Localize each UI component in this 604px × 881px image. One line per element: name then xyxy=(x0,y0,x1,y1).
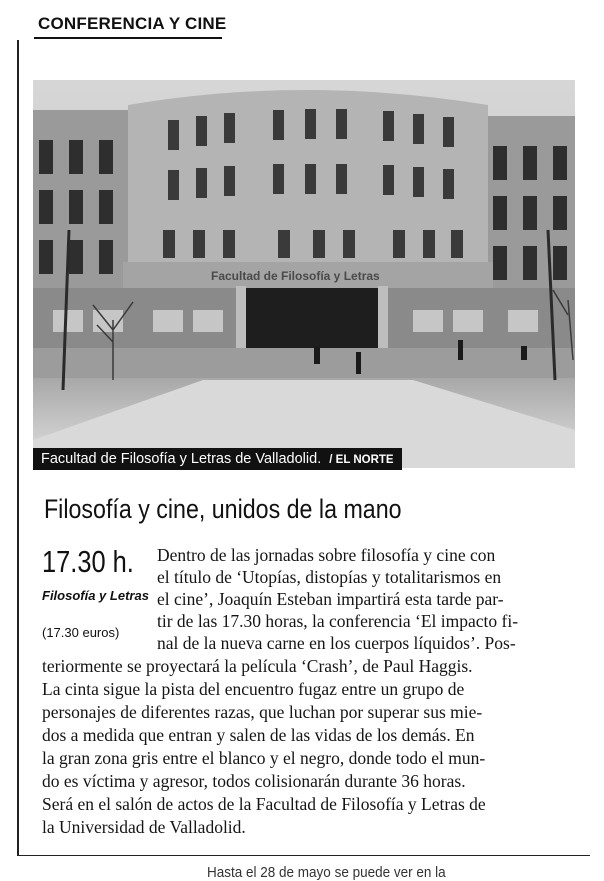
body-line: el título de ‘Utopías, distopías y totalitarismos en xyxy=(157,567,502,587)
body-line: el cine’, Joaquín Esteban impartirá esta tarde par- xyxy=(157,589,504,609)
photo-caption xyxy=(33,448,402,470)
body-line: La cinta sigue la pista del encuentro fugaz entre un grupo de xyxy=(42,679,465,699)
body-line: Dentro de las jornadas sobre filosofía y cine con xyxy=(157,545,496,565)
left-column-rule xyxy=(17,40,19,855)
event-venue: Filosofía y Letras xyxy=(42,588,149,603)
body-line: nal de la nueva carne en los cuerpos líquidos’. Pos- xyxy=(157,633,516,653)
svg-text:Facultad de Filosofía y Letras: Facultad de Filosofía y Letras xyxy=(211,269,380,283)
photo-credit: / EL NORTE xyxy=(329,454,394,466)
body-line: do es víctima y agresor, todos colisionarán durante 36 horas. xyxy=(42,771,466,791)
section-rule xyxy=(34,37,222,39)
event-time: 17.30 h. xyxy=(42,544,134,579)
section-label: CONFERENCIA Y CINE xyxy=(38,14,227,33)
body-line: teriormente se proyectará la película ‘Crash’, de Paul Haggis. xyxy=(42,656,473,676)
body-line: la Universidad de Valladolid. xyxy=(42,817,246,837)
bottom-rule xyxy=(17,855,590,856)
event-price: (17.30 euros) xyxy=(42,625,120,640)
caption-text: Facultad de Filosofía y Letras de Valladolid. xyxy=(41,451,322,467)
next-article-fragment: Hasta el 28 de mayo se puede ver en la xyxy=(207,864,446,881)
body-line: dos a medida que entran y salen de las vidas de los demás. En xyxy=(42,725,475,745)
body-line: Será en el salón de actos de la Facultad de Filosofía y Letras de xyxy=(42,794,486,814)
body-line: personajes de diferentes razas, que luchan por superar sus mie- xyxy=(42,702,483,722)
body-line: la gran zona gris entre el blanco y el negro, donde todo el mun- xyxy=(42,748,486,768)
building-photo xyxy=(33,80,575,468)
headline: Filosofía y cine, unidos de la mano xyxy=(44,494,402,524)
body-line: tir de las 17.30 horas, la conferencia ‘El impacto fi- xyxy=(157,611,519,631)
